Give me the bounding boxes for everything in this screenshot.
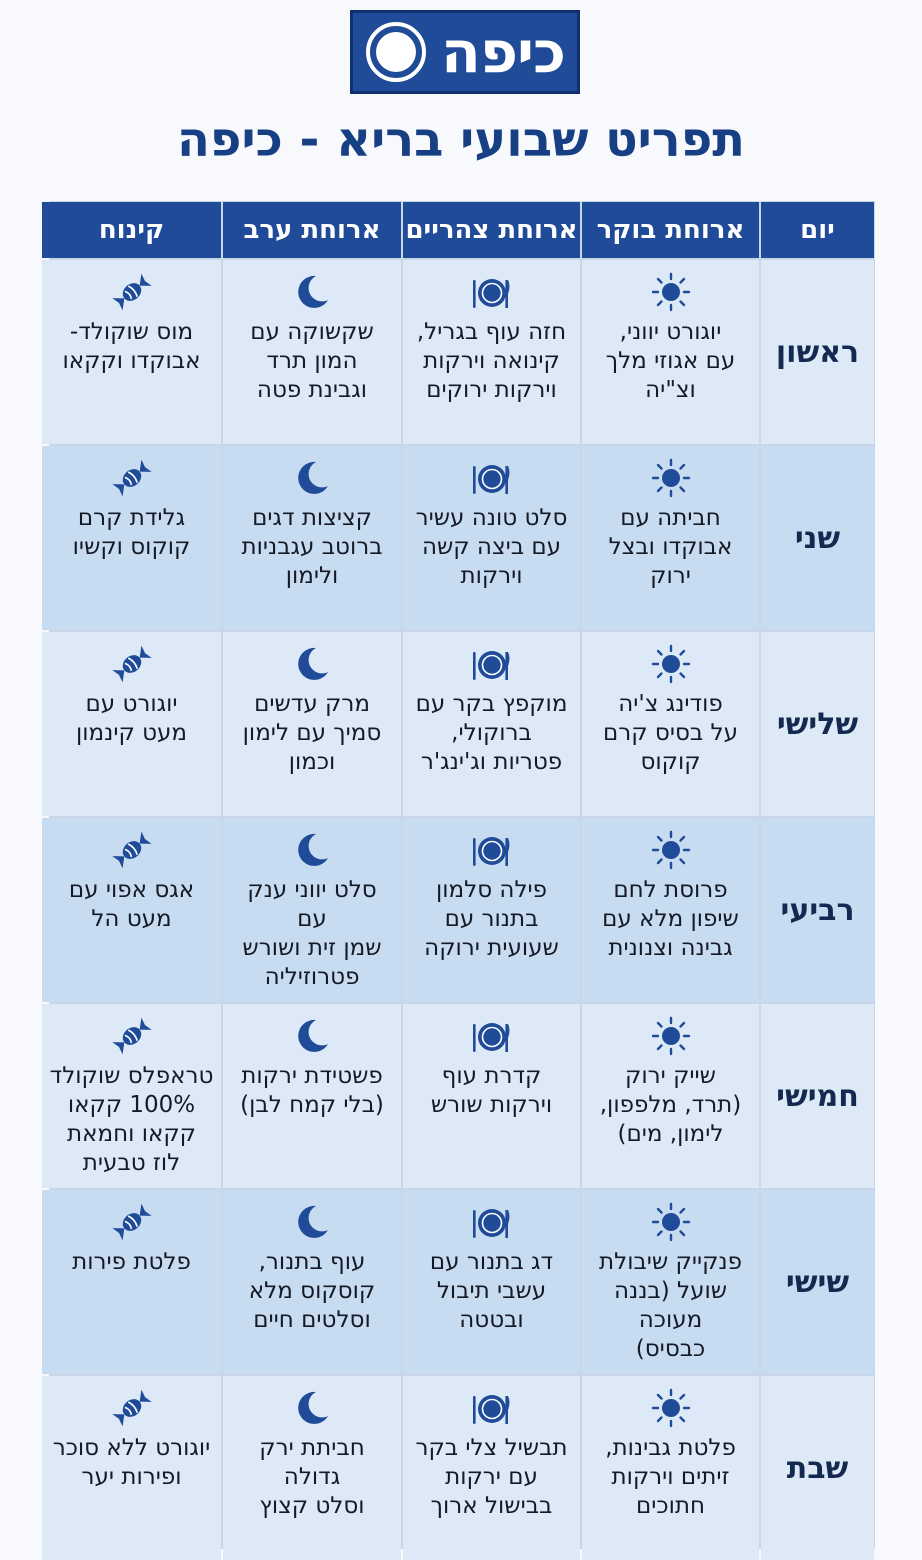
plate-cutlery-icon [472,1202,512,1242]
dinner-cell [223,1004,401,1188]
sun-icon [651,644,691,684]
breakfast-text: פלטת גבינות, זיתים וירקות חתוכים [605,1435,736,1519]
candy-icon [112,830,152,870]
header-dinner: ארוחת ערב [223,202,401,258]
lunch-cell [403,446,580,630]
dinner-cell [223,446,401,630]
dessert-cell [42,1190,221,1374]
dessert-cell [42,260,221,444]
header-lunch: ארוחת צהריים [403,202,580,258]
breakfast-text: יוגורט יווני, עם אגוזי מלך וצ"יה [605,319,736,403]
plate-cutlery-icon [472,272,512,312]
moon-icon [292,644,332,684]
dessert-text: אגס אפוי עם מעט הל [68,877,195,932]
header-breakfast: ארוחת בוקר [582,202,759,258]
circle-logo-icon [365,21,427,83]
day-cell: שישי [761,1190,874,1374]
plate-cutlery-icon [472,1016,512,1056]
dessert-cell [42,1004,221,1188]
dessert-cell [42,1376,221,1560]
dinner-text: עוף בתנור, קוסקוס מלא וסלטים חיים [248,1249,376,1333]
plate-cutlery-icon [472,830,512,870]
moon-icon [292,272,332,312]
breakfast-cell [582,1004,759,1188]
sun-icon [651,1016,691,1056]
lunch-cell [403,260,580,444]
sun-icon [651,272,691,312]
dinner-text: פשטידת ירקות (בלי קמח לבן) [240,1063,384,1118]
sun-icon [651,1202,691,1242]
moon-icon [292,1388,332,1428]
dinner-cell [223,1376,401,1560]
breakfast-text: פודינג צ'יה על בסיס קרם קוקוס [603,691,738,775]
dessert-cell [42,632,221,816]
breakfast-text: שייק ירוק (תרד, מלפפון, לימון, מים) [599,1063,742,1147]
lunch-text: סלט טונה עשיר עם ביצה קשה וירקות [415,505,568,589]
candy-icon [112,272,152,312]
page-title: תפריט שבועי בריא - כיפה [176,112,746,168]
breakfast-text: חביתה עם אבוקדו ובצל ירוק [608,505,733,589]
dessert-text: טראפלס שוקולד 100% קקאו קקאו וחמאת לוז טבעית [49,1063,214,1176]
dinner-text: קציצות דגים ברוטב עגבניות ולימון [241,505,383,589]
day-cell: שבת [761,1376,874,1560]
lunch-text: מוקפץ בקר עם ברוקולי, פטריות וג'ינג'ר [415,691,568,775]
logo-text: כיפה [441,18,565,86]
plate-cutlery-icon [472,458,512,498]
lunch-text: פילה סלמון בתנור עם שעועית ירוקה [424,877,559,961]
breakfast-cell [582,260,759,444]
candy-icon [112,1202,152,1242]
sun-icon [651,1388,691,1428]
kipa-logo [350,10,580,94]
candy-icon [112,1016,152,1056]
dinner-cell [223,818,401,1002]
day-cell: שלישי [761,632,874,816]
day-cell: רביעי [761,818,874,1002]
breakfast-cell [582,1190,759,1374]
breakfast-cell [582,632,759,816]
breakfast-cell [582,818,759,1002]
moon-icon [292,1016,332,1056]
sun-icon [651,458,691,498]
candy-icon [112,644,152,684]
dessert-cell [42,446,221,630]
dinner-text: סלט יווני ענק עם שמן זית ושורש פטרוזיליה [242,877,382,990]
dinner-text: שקשוקה עם המון תרד וגבינת פטה [250,319,374,403]
header-dessert: קינוח [42,202,221,258]
breakfast-cell [582,446,759,630]
day-cell: חמישי [761,1004,874,1188]
dessert-text: יוגורט ללא סוכר ופירות יער [52,1435,211,1490]
breakfast-cell [582,1376,759,1560]
lunch-text: תבשיל צלי בקר עם ירקות בבישול ארוך [415,1435,568,1519]
plate-cutlery-icon [472,1388,512,1428]
lunch-text: דג בתנור עם עשבי תיבול ובטטה [429,1249,554,1333]
plate-cutlery-icon [472,644,512,684]
breakfast-text: פרוסת לחם שיפון מלא עם גבינה וצנונית [602,877,739,961]
lunch-cell [403,818,580,1002]
moon-icon [292,458,332,498]
dessert-text: יוגורט עם מעט קינמון [75,691,188,746]
dessert-text: מוס שוקולד- אבוקדו וקקאו [62,319,201,374]
dessert-cell [42,818,221,1002]
lunch-cell [403,1004,580,1188]
day-cell: שני [761,446,874,630]
day-cell: ראשון [761,260,874,444]
header-day: יום [761,202,874,258]
lunch-text: קדרת עוף וירקות שורש [430,1063,553,1118]
lunch-text: חזה עוף בגריל, קינואה וירקות וירקות ירוקים [416,319,567,403]
dinner-text: חביתת ירק גדולה וסלט קצוץ [259,1435,365,1519]
dessert-text: גלידת קרם קוקוס וקשיו [72,505,191,560]
sun-icon [651,830,691,870]
dinner-cell [223,260,401,444]
lunch-cell [403,632,580,816]
moon-icon [292,1202,332,1242]
weekly-menu-table [49,201,875,1549]
lunch-cell [403,1376,580,1560]
moon-icon [292,830,332,870]
dinner-text: מרק עדשים סמיך עם לימון וכמון [242,691,382,775]
breakfast-text: פנקייק שיבולת שועל (בננה מעוכה כבסיס) [599,1249,742,1362]
dinner-cell [223,1190,401,1374]
dinner-cell [223,632,401,816]
candy-icon [112,1388,152,1428]
candy-icon [112,458,152,498]
dessert-text: פלטת פירות [72,1249,191,1275]
lunch-cell [403,1190,580,1374]
